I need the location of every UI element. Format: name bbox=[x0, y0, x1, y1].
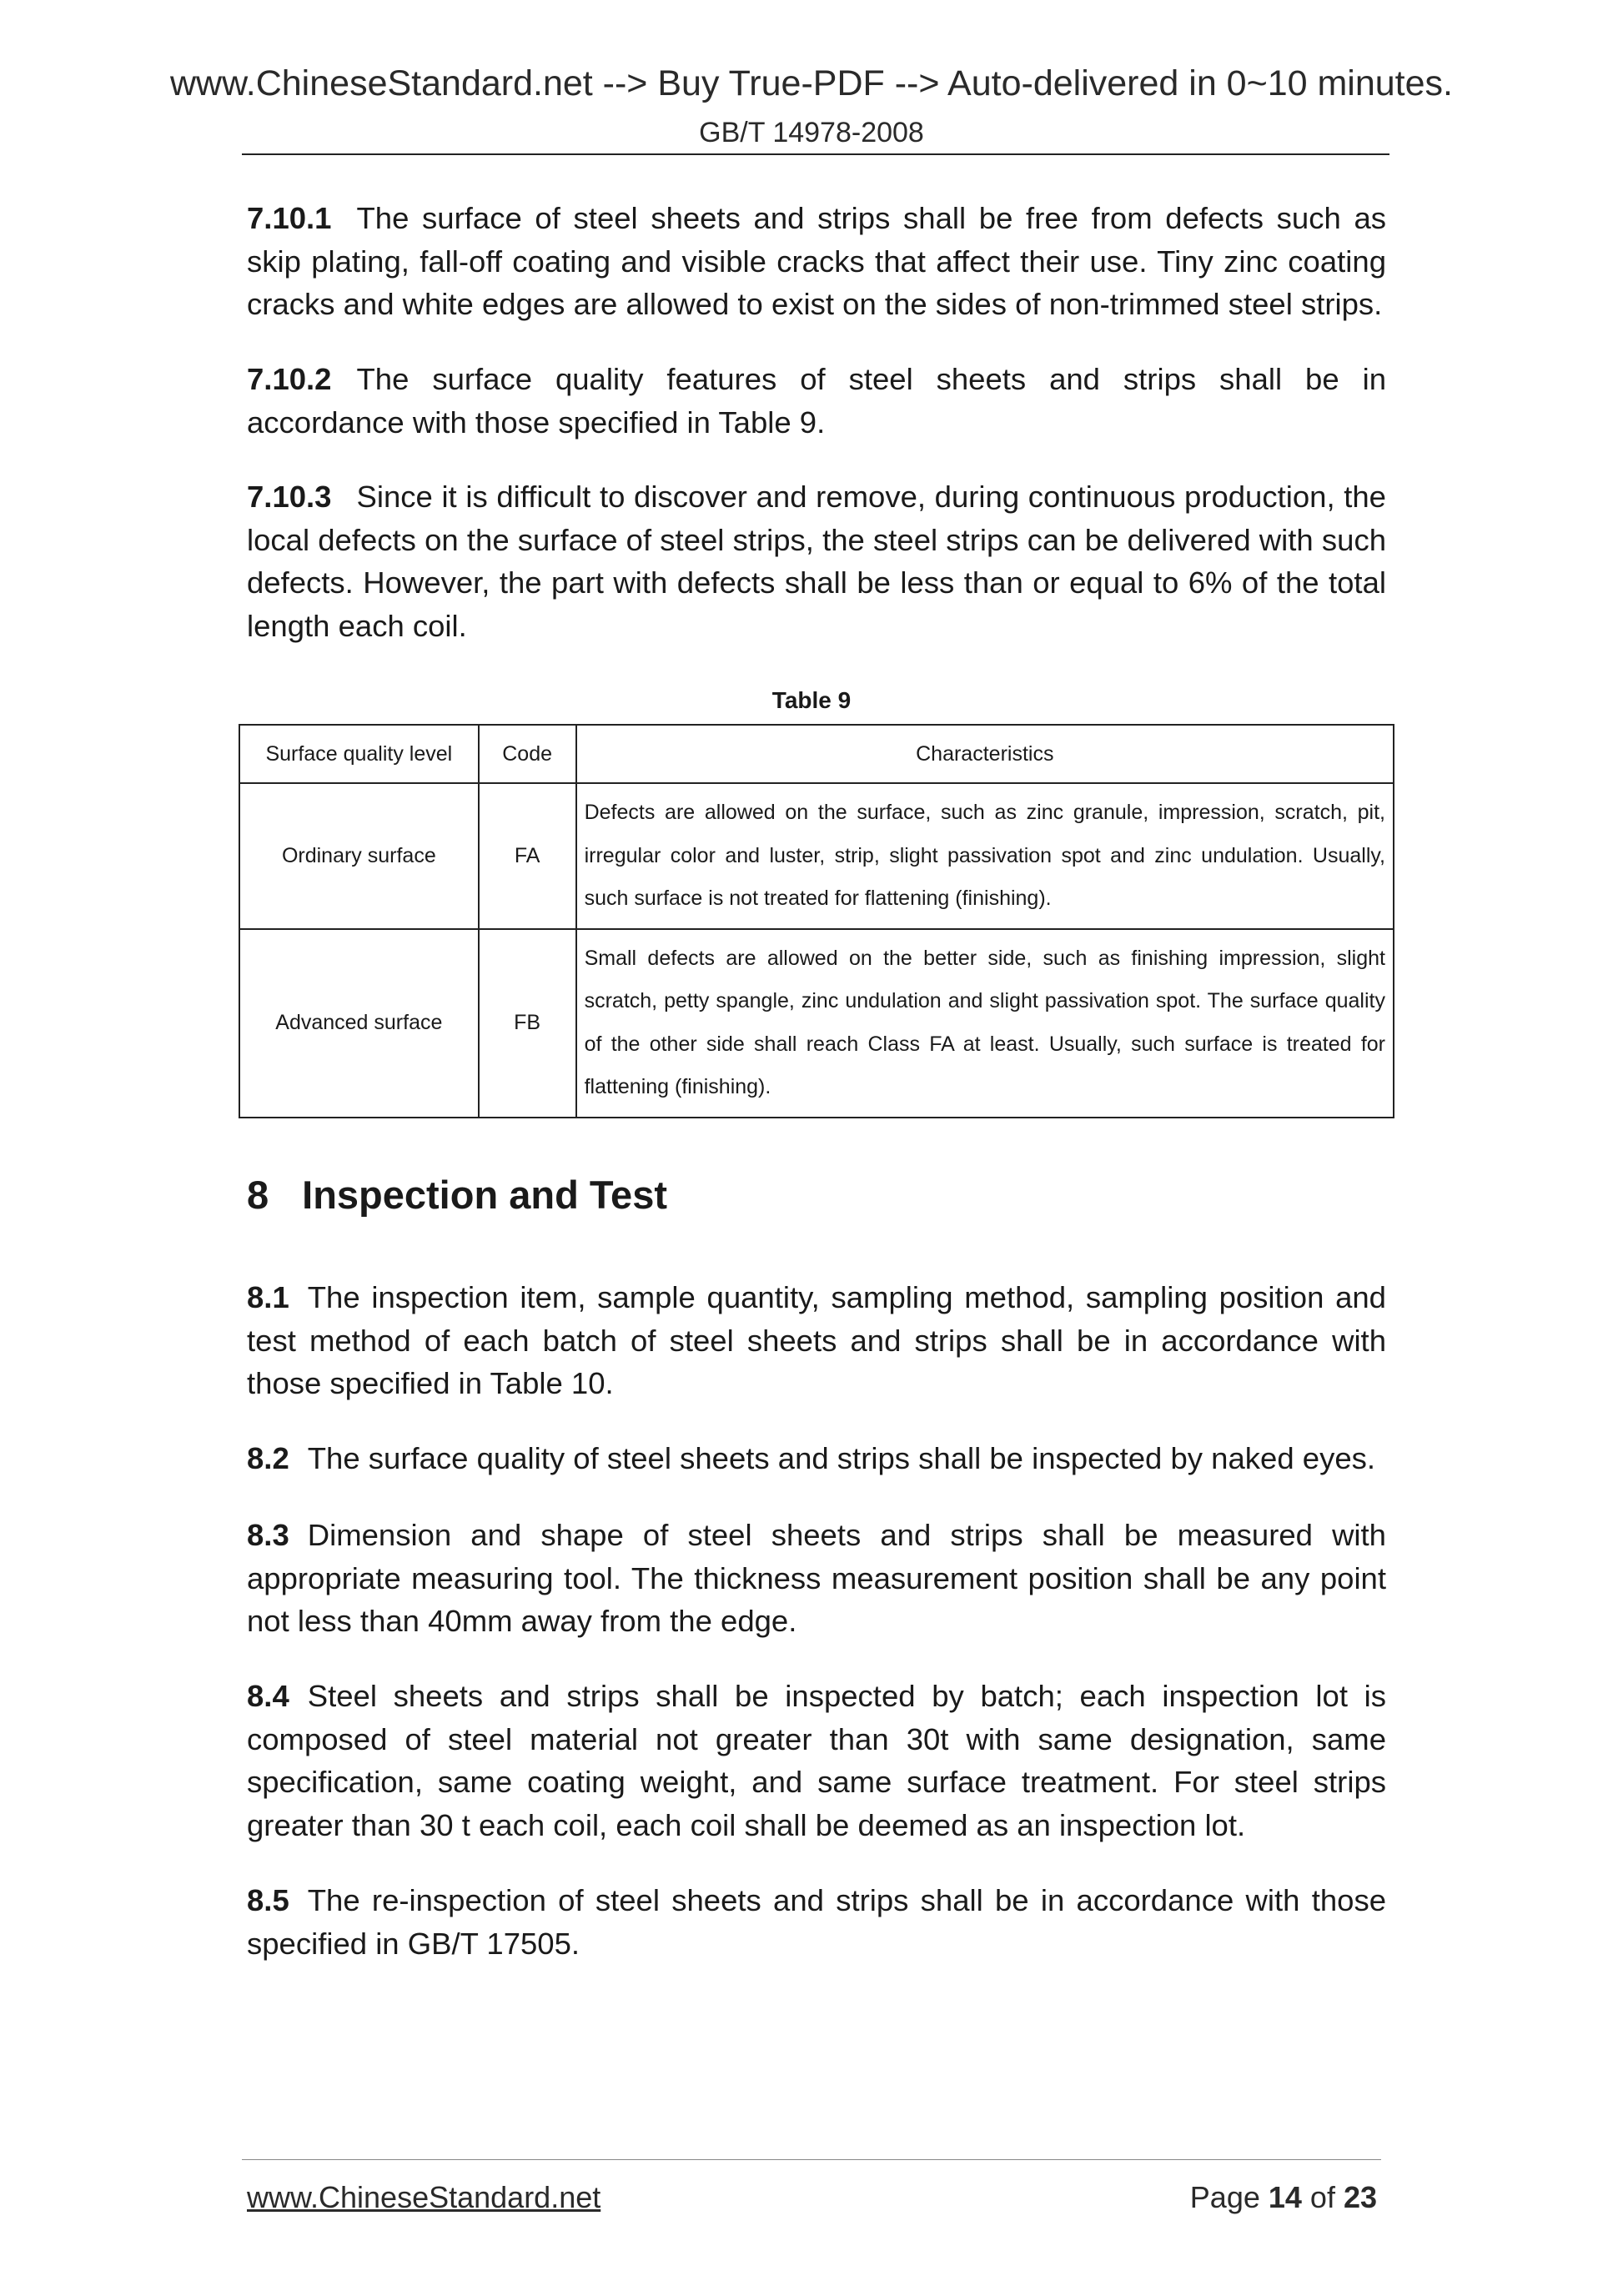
clause-text: The surface of steel sheets and strips shall be free from defects such as skip plating, fall-off coating and visible cracks that affect their use. Tiny zinc coating cracks and white edges are allowed to exist on the sides of non-trimmed steel strips. bbox=[247, 201, 1386, 321]
clause-number: 8.4 bbox=[247, 1679, 289, 1713]
clause-number: 7.10.1 bbox=[247, 201, 332, 235]
clause-text: The surface quality of steel sheets and strips shall be inspected by naked eyes. bbox=[307, 1441, 1376, 1475]
clause-8-4 bbox=[247, 1675, 1386, 1846]
clause-text: The re-inspection of steel sheets and strips shall be in accordance with those specified in GB/T 17505. bbox=[247, 1883, 1386, 1961]
surface-quality-table bbox=[239, 724, 1394, 1118]
header-characteristics: Characteristics bbox=[576, 725, 1394, 783]
clause-text: The surface quality features of steel sheets and strips shall be in accordance with those specified in Table 9. bbox=[247, 362, 1386, 440]
clause-number: 8.5 bbox=[247, 1883, 289, 1917]
footer-website-link[interactable]: www.ChineseStandard.net bbox=[247, 2180, 601, 2214]
page-current: 14 bbox=[1268, 2180, 1302, 2214]
table-header-row bbox=[239, 725, 1394, 783]
cell-characteristics: Small defects are allowed on the better side, such as finishing impression, slight scratch, petty spangle, zinc undulation and slight passivation spot. The surface quality of the other side shall reach Class FA at least. Usually, such surface is treated for flattening (finishing). bbox=[576, 929, 1394, 1118]
header-surface-quality-level: Surface quality level bbox=[239, 725, 479, 783]
table-row bbox=[239, 783, 1394, 929]
page-of: of bbox=[1301, 2180, 1344, 2214]
clause-7-10-3 bbox=[247, 475, 1386, 647]
page-indicator bbox=[1190, 2180, 1377, 2215]
clause-8-5 bbox=[247, 1879, 1386, 1965]
clause-8-1 bbox=[247, 1276, 1386, 1405]
cell-code: FB bbox=[479, 929, 576, 1118]
clause-number: 8.3 bbox=[247, 1518, 289, 1552]
clause-text: Steel sheets and strips shall be inspected by batch; each inspection lot is composed of steel material not greater than 30t with same designation, same specification, same coating weight, and same surface treatment. For steel strips greater than 30 t each coil, each coil shall be deemed as an inspection lot. bbox=[247, 1679, 1386, 1842]
page-total: 23 bbox=[1343, 2180, 1377, 2214]
table-row bbox=[239, 929, 1394, 1118]
clause-8-2 bbox=[247, 1437, 1386, 1480]
clause-number: 8.2 bbox=[247, 1441, 289, 1475]
table-title: Table 9 bbox=[771, 687, 852, 713]
header-code: Code bbox=[479, 725, 576, 783]
page-prefix: Page bbox=[1189, 2180, 1269, 2214]
clause-7-10-2 bbox=[247, 358, 1386, 444]
cell-level: Advanced surface bbox=[239, 929, 479, 1118]
clause-text: Dimension and shape of steel sheets and strips shall be measured with appropriate measuring tool. The thickness measurement position shall be any point not less than 40mm away from the edge. bbox=[247, 1518, 1386, 1638]
clause-number: 7.10.2 bbox=[247, 362, 332, 396]
standard-number: GB/T 14978-2008 bbox=[699, 117, 924, 148]
clause-text: The inspection item, sample quantity, sampling method, sampling position and test method of each batch of steel sheets and strips shall be in accordance with those specified in Table 10. bbox=[247, 1280, 1386, 1400]
section-number: 8 bbox=[247, 1173, 269, 1217]
section-heading bbox=[247, 1172, 667, 1218]
clause-number: 8.1 bbox=[247, 1280, 289, 1314]
cell-code: FA bbox=[479, 783, 576, 929]
cell-level: Ordinary surface bbox=[239, 783, 479, 929]
cell-characteristics: Defects are allowed on the surface, such as zinc granule, impression, scratch, pit, irregular color and luster, strip, slight passivation spot and zinc undulation. Usually, such surface is not treated for flattening (finishing). bbox=[576, 783, 1394, 929]
clause-7-10-1 bbox=[247, 197, 1386, 326]
clause-text: Since it is difficult to discover and remove, during continuous production, the local defects on the surface of steel strips, the steel strips can be delivered with such defects. However, the part with defects shall be less than or equal to 6% of the total length each coil. bbox=[247, 480, 1386, 643]
header-banner: www.ChineseStandard.net --> Buy True-PDF --> Auto-delivered in 0~10 minutes. bbox=[169, 63, 1453, 103]
section-title: Inspection and Test bbox=[302, 1173, 667, 1217]
clause-8-3 bbox=[247, 1514, 1386, 1643]
footer-divider bbox=[242, 2159, 1381, 2160]
clause-number: 7.10.3 bbox=[247, 480, 332, 514]
header-divider bbox=[242, 153, 1389, 155]
